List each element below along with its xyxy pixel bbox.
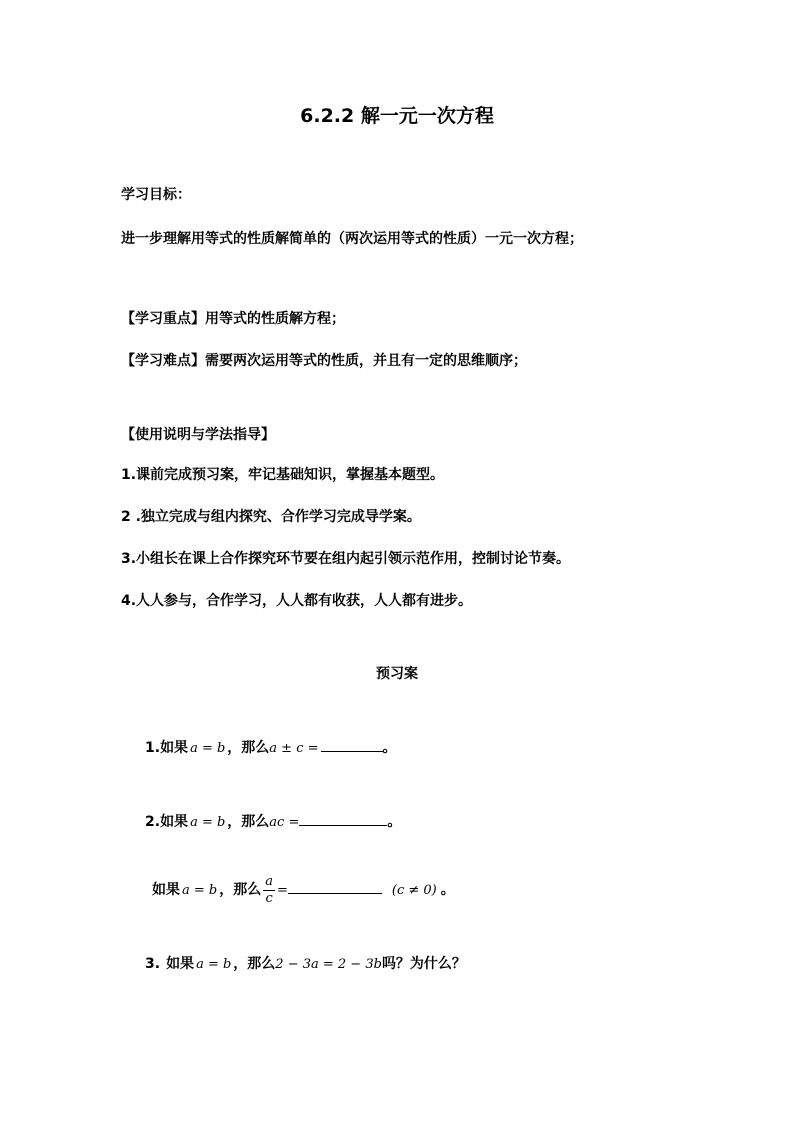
key-point: 【学习重点】用等式的性质解方程； <box>121 311 345 327</box>
q2b-then: ，那么 <box>219 882 262 898</box>
preview-heading: 预习案 <box>376 666 418 682</box>
q1-then: ，那么 <box>227 740 270 756</box>
q2-if: 如果 <box>160 814 189 830</box>
q2-number: 2. <box>145 814 161 830</box>
q1-number: 1. <box>145 740 161 756</box>
q2-then: ，那么 <box>227 814 270 830</box>
q1-condition: a = b <box>190 741 226 756</box>
q2b-answer-blank[interactable] <box>288 879 382 894</box>
q3-if: 如果 <box>166 956 195 972</box>
objective-text: 进一步理解用等式的性质解简单的（两次运用等式的性质）一元一次方程； <box>121 231 583 247</box>
q2b-equals: = <box>277 883 288 898</box>
q2b-fraction <box>263 874 275 907</box>
q2-expression: ac = <box>269 815 300 830</box>
q3-then: ，那么 <box>233 956 276 972</box>
q3-end: 吗？为什么？ <box>381 956 466 972</box>
question-2b <box>152 873 455 908</box>
difficult-point: 【学习难点】需要两次运用等式的性质，并且有一定的思维顺序； <box>121 353 527 369</box>
q2b-condition-note: (c ≠ 0) <box>391 883 437 898</box>
q2b-numerator: a <box>265 873 273 889</box>
guide-item-1: 1.课前完成预习案，牢记基础知识，掌握基本题型。 <box>121 467 445 483</box>
guide-heading: 【使用说明与学法指导】 <box>121 427 275 443</box>
q1-expression: a ± c = <box>269 741 319 756</box>
objectives-label: 学习目标： <box>121 187 191 203</box>
question-3 <box>145 955 466 974</box>
page-title: 6.2.2 解一元一次方程 <box>300 105 494 127</box>
q1-if: 如果 <box>160 740 189 756</box>
guide-item-4: 4.人人参与，合作学习，人人都有收获，人人都有进步。 <box>121 593 473 609</box>
q2b-end: 。 <box>440 882 455 898</box>
q1-end: 。 <box>382 740 397 756</box>
guide-item-2: 2 .独立完成与组内探究、合作学习完成导学案。 <box>121 509 421 525</box>
q2b-denominator: c <box>265 890 273 906</box>
q2b-condition: a = b <box>182 883 218 898</box>
question-2 <box>145 811 401 832</box>
question-1 <box>145 737 397 758</box>
q3-condition: a = b <box>196 957 232 972</box>
q2b-if: 如果 <box>152 882 180 898</box>
q3-number: 3. <box>145 956 161 972</box>
q2-answer-blank[interactable] <box>299 811 387 826</box>
q2-end: 。 <box>387 814 402 830</box>
guide-item-3: 3.小组长在课上合作探究环节要在组内起引领示范作用，控制讨论节奏。 <box>121 551 571 567</box>
q1-answer-blank[interactable] <box>321 737 383 752</box>
q3-expression: 2 − 3a = 2 − 3b <box>275 957 382 972</box>
q2-condition: a = b <box>190 815 226 830</box>
